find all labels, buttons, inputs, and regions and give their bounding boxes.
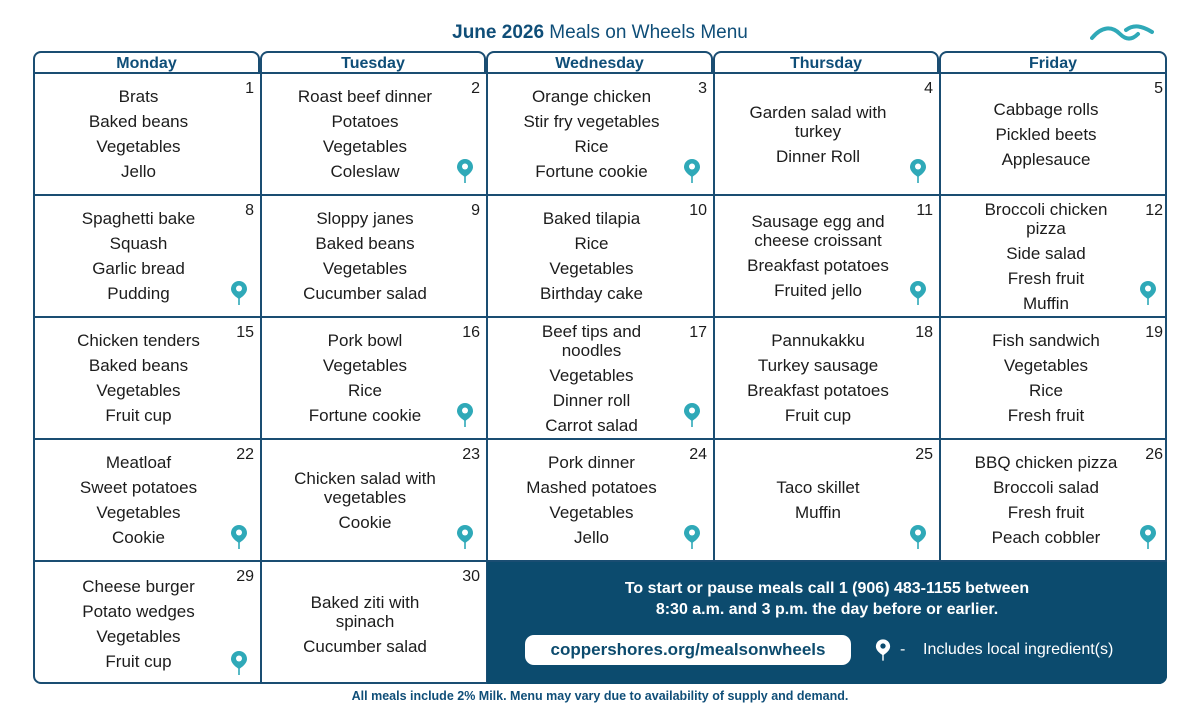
day-cell xyxy=(262,562,488,684)
menu-item: Applesauce xyxy=(1001,149,1091,169)
menu-item: Chicken tenders xyxy=(77,331,200,350)
day-number: 18 xyxy=(915,324,933,341)
menu-items xyxy=(35,318,242,438)
day-cell xyxy=(715,196,941,318)
day-cell xyxy=(941,440,1167,562)
day-header-friday: Friday xyxy=(939,51,1167,72)
menu-item: Broccoli salad xyxy=(993,478,1099,497)
menu-item: Potato wedges xyxy=(82,602,195,621)
menu-item: Fish sandwich xyxy=(992,331,1100,350)
day-cell xyxy=(715,318,941,440)
menu-item: Vegetables xyxy=(96,137,181,156)
menu-item: Breakfast potatoes xyxy=(747,256,889,275)
menu-item: Carrot salad xyxy=(545,415,638,435)
menu-item: Muffin xyxy=(795,503,841,522)
day-cell xyxy=(35,196,262,318)
menu-item: Baked beans xyxy=(88,112,189,131)
wave-logo-icon xyxy=(1090,20,1154,44)
day-cell xyxy=(35,74,262,196)
contact-info-panel xyxy=(487,562,1167,684)
map-pin-icon xyxy=(683,524,701,550)
day-cell xyxy=(488,74,715,196)
menu-item: Rice xyxy=(347,381,382,400)
menu-item: Meatloaf xyxy=(105,453,172,472)
menu-items xyxy=(262,74,468,194)
day-cell xyxy=(262,74,488,196)
menu-item: Vegetables xyxy=(96,627,181,646)
menu-item: Mashed potatoes xyxy=(526,478,657,497)
menu-item: Jello xyxy=(574,528,609,547)
menu-item: Pudding xyxy=(107,284,170,303)
menu-item: Squash xyxy=(109,234,168,253)
menu-item: Cookie xyxy=(112,528,165,547)
day-number: 26 xyxy=(1145,446,1163,463)
menu-item: Vegetables xyxy=(322,259,408,278)
day-cell xyxy=(35,318,262,440)
day-cell xyxy=(35,440,262,562)
menu-item: Vegetables xyxy=(96,503,181,522)
day-number: 2 xyxy=(471,80,480,97)
menu-items xyxy=(715,74,921,194)
menu-item: Vegetables xyxy=(96,381,181,400)
day-number: 1 xyxy=(245,80,254,97)
day-number: 4 xyxy=(924,80,933,97)
menu-items xyxy=(488,196,695,316)
map-pin-icon xyxy=(1139,280,1157,306)
menu-item: Vegetables xyxy=(1003,356,1089,375)
map-pin-icon xyxy=(909,280,927,306)
contact-line-2: 8:30 a.m. and 3 p.m. the day before or earlier. xyxy=(655,601,999,618)
menu-item: Pork dinner xyxy=(548,453,635,472)
menu-item: Baked beans xyxy=(88,356,189,375)
menu-item: Cookie xyxy=(338,512,392,532)
menu-item: Fruit cup xyxy=(784,406,852,425)
day-number: 30 xyxy=(462,568,480,585)
menu-items xyxy=(262,318,468,438)
menu-item: Roast beef dinner xyxy=(297,87,433,106)
contact-text xyxy=(487,578,1167,620)
menu-item: Stir fry vegetables xyxy=(523,112,660,131)
menu-item: Cucumber salad xyxy=(303,284,427,303)
menu-items xyxy=(262,196,468,316)
menu-items xyxy=(941,318,1151,438)
menu-item: Birthday cake xyxy=(540,284,643,303)
day-cell xyxy=(715,74,941,196)
menu-item: Fresh fruit xyxy=(1007,503,1085,522)
day-number: 23 xyxy=(462,446,480,463)
website-link[interactable]: coppershores.org/mealsonwheels xyxy=(525,635,851,665)
menu-items xyxy=(262,440,468,560)
menu-item: Rice xyxy=(1028,381,1063,400)
map-pin-icon xyxy=(683,402,701,428)
map-pin-icon xyxy=(230,280,248,306)
menu-item: Vegetables xyxy=(549,503,634,522)
menu-items xyxy=(941,74,1151,194)
day-header-monday: Monday xyxy=(33,51,260,72)
footer-note: All meals include 2% Milk. Menu may vary due to availability of supply and demand. xyxy=(351,689,849,703)
day-number: 3 xyxy=(698,80,707,97)
menu-item: Peach cobbler xyxy=(991,528,1101,547)
day-cell xyxy=(35,562,262,684)
day-cell xyxy=(715,440,941,562)
menu-item: Fresh fruit xyxy=(1007,406,1085,425)
menu-item: Chicken salad with vegetables xyxy=(294,468,436,507)
menu-items xyxy=(715,440,921,560)
menu-items xyxy=(715,196,921,316)
menu-item: Broccoli chicken pizza xyxy=(984,199,1108,238)
day-number: 29 xyxy=(236,568,254,585)
menu-item: Sloppy janes xyxy=(316,209,414,228)
day-number: 25 xyxy=(915,446,933,463)
day-cell xyxy=(488,318,715,440)
menu-item: Brats xyxy=(118,87,159,106)
menu-items xyxy=(488,74,695,194)
day-cell xyxy=(488,440,715,562)
menu-item: Side salad xyxy=(1006,243,1086,263)
day-header-wednesday: Wednesday xyxy=(486,51,713,72)
menu-item: Orange chicken xyxy=(531,87,652,106)
title-rest: Meals on Wheels Menu xyxy=(544,22,748,43)
day-number: 8 xyxy=(245,202,254,219)
map-pin-icon xyxy=(683,158,701,184)
menu-item: Garden salad with turkey xyxy=(749,102,887,141)
menu-item: Cucumber salad xyxy=(303,636,427,656)
menu-item: Sausage egg and cheese croissant xyxy=(751,212,885,250)
menu-items xyxy=(488,318,695,438)
menu-item: Cabbage rolls xyxy=(993,99,1099,119)
day-cell xyxy=(262,318,488,440)
day-header-thursday: Thursday xyxy=(713,51,939,72)
menu-item: Turkey sausage xyxy=(757,356,879,375)
day-number: 12 xyxy=(1145,202,1163,219)
menu-items xyxy=(488,440,695,560)
menu-item: Beef tips and noodles xyxy=(541,321,642,360)
map-pin-icon xyxy=(456,158,474,184)
menu-item: Fruited jello xyxy=(774,281,862,300)
day-number: 15 xyxy=(236,324,254,341)
menu-item: Rice xyxy=(574,234,609,253)
day-number: 16 xyxy=(462,324,480,341)
day-number: 10 xyxy=(689,202,707,219)
day-cell xyxy=(262,440,488,562)
menu-item: Rice xyxy=(574,137,609,156)
menu-item: Garlic bread xyxy=(92,259,185,278)
menu-item: Sweet potatoes xyxy=(79,478,198,497)
map-pin-icon xyxy=(230,524,248,550)
menu-item: Baked beans xyxy=(315,234,415,253)
menu-item: Breakfast potatoes xyxy=(747,381,889,400)
day-number: 19 xyxy=(1145,324,1163,341)
map-pin-icon xyxy=(456,402,474,428)
menu-item: Jello xyxy=(121,162,156,181)
menu-items xyxy=(35,74,242,194)
menu-item: Spaghetti bake xyxy=(81,209,196,228)
menu-items xyxy=(35,440,242,560)
legend-dash: - xyxy=(900,641,906,658)
day-number: 5 xyxy=(1154,80,1163,97)
menu-item: Fresh fruit xyxy=(1007,268,1085,288)
title-month: June 2026 xyxy=(452,22,545,43)
menu-item: Dinner roll xyxy=(552,390,631,410)
menu-item: Vegetables xyxy=(549,259,634,278)
day-number: 11 xyxy=(916,202,933,219)
menu-item: Pannukakku xyxy=(771,331,865,350)
menu-item: Vegetables xyxy=(549,365,634,385)
day-cell xyxy=(941,318,1167,440)
day-cell xyxy=(262,196,488,318)
menu-item: Dinner Roll xyxy=(775,146,861,166)
page-title xyxy=(0,22,1200,44)
menu-items xyxy=(262,562,468,684)
menu-item: Baked tilapia xyxy=(542,209,641,228)
menu-item: Fruit cup xyxy=(105,652,172,671)
day-number: 17 xyxy=(689,324,707,341)
menu-item: Fortune cookie xyxy=(535,162,648,181)
menu-item: Pork bowl xyxy=(327,331,403,350)
map-pin-icon xyxy=(1139,524,1157,550)
day-cell xyxy=(941,74,1167,196)
menu-item: Cheese burger xyxy=(82,577,195,596)
menu-items xyxy=(941,196,1151,316)
map-pin-icon xyxy=(230,650,248,676)
menu-item: BBQ chicken pizza xyxy=(974,453,1118,472)
day-header-tuesday: Tuesday xyxy=(260,51,486,72)
map-pin-icon xyxy=(909,158,927,184)
day-number: 9 xyxy=(471,202,480,219)
menu-item: Vegetables xyxy=(322,137,408,156)
menu-item: Vegetables xyxy=(322,356,408,375)
day-number: 24 xyxy=(689,446,707,463)
menu-item: Fortune cookie xyxy=(308,406,422,425)
map-pin-icon xyxy=(909,524,927,550)
menu-items xyxy=(941,440,1151,560)
menu-item: Fruit cup xyxy=(105,406,172,425)
contact-line-1: To start or pause meals call 1 (906) 483-1155 between xyxy=(624,580,1030,597)
menu-items xyxy=(35,196,242,316)
menu-item: Potatoes xyxy=(331,112,399,131)
menu-items xyxy=(715,318,921,438)
menu-item: Pickled beets xyxy=(995,124,1097,144)
day-cell xyxy=(488,196,715,318)
menu-item: Taco skillet xyxy=(776,478,860,497)
map-pin-icon xyxy=(875,638,891,662)
day-cell xyxy=(941,196,1167,318)
menu-item: Coleslaw xyxy=(330,162,400,181)
menu-item: Baked ziti with spinach xyxy=(310,592,420,631)
map-pin-icon xyxy=(456,524,474,550)
day-number: 22 xyxy=(236,446,254,463)
menu-item: Muffin xyxy=(1023,293,1069,313)
legend-text: Includes local ingredient(s) xyxy=(923,641,1114,658)
menu-items xyxy=(35,562,242,684)
